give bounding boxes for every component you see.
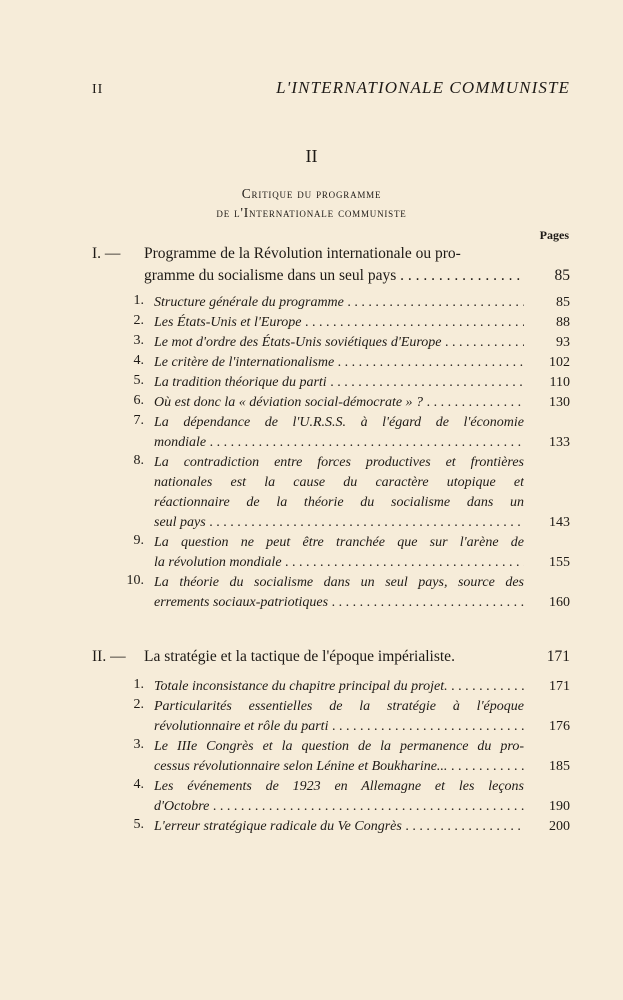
entry-title-line: d'Octobre . . . [154,797,524,817]
toc-entry[interactable] [133,313,570,333]
toc-entry[interactable] [133,293,570,313]
entry-title-line: La théorie du socialisme dans un seul pays, source des [154,575,524,590]
entry-page: 143 [549,515,570,530]
entry-number: 3. [133,737,144,752]
pages-column-label: Pages [539,228,569,242]
entry-title-line: La tradition théorique du parti . . . [154,373,524,393]
part-heading-2 [92,646,570,668]
toc-entries-part-1 [126,293,570,613]
entry-title-line: Structure générale du programme . . . [154,293,524,313]
part-page: 85 [554,267,570,284]
entry-title-line: Le mot d'ordre des États-Unis soviétiques d'Europe . . . [154,333,524,353]
entry-page: 185 [549,759,570,774]
entry-title-line: seul pays . . . [154,513,524,533]
entry-title-line: Totale inconsistance du chapitre principal du projet. . . . [154,677,524,697]
entry-number: 6. [133,393,144,408]
entry-number: 8. [133,453,144,468]
entry-title-line: nationales est la cause du caractère utopique et [154,475,524,490]
toc-entry[interactable] [133,777,570,817]
entry-page: 93 [556,335,570,350]
toc-entry[interactable] [133,353,570,373]
entry-page: 160 [549,595,570,610]
entry-number: 1. [133,293,144,308]
entry-number: 3. [133,333,144,348]
part-title-line: Programme de la Révolution internationale ou pro- [144,245,461,262]
toc-entry[interactable] [133,697,570,737]
toc-entry[interactable] [133,373,570,393]
section-title-line-2: de l'Internationale communiste [216,205,407,220]
toc-entry[interactable] [133,453,570,533]
toc-entry[interactable] [133,817,570,837]
toc-entry[interactable] [126,573,570,613]
entry-number: 9. [133,533,144,548]
part-heading-1 [92,243,570,287]
entry-title-line: réactionnaire de la théorie du socialisme dans un [154,495,524,510]
entry-number: 10. [126,573,144,588]
entry-title-line: la révolution mondiale . . . [154,553,524,573]
entry-page: 171 [549,679,570,694]
entry-page: 133 [549,435,570,450]
section-number: II [305,146,318,166]
entry-number: 5. [133,817,144,832]
entry-number: 7. [133,413,144,428]
toc-entry[interactable] [133,393,570,413]
part-number: II. — [92,648,126,665]
entry-number: 1. [133,677,144,692]
section-title-line-1: Critique du programme [241,186,382,201]
toc-entry[interactable] [133,333,570,353]
toc-entry[interactable] [133,533,570,573]
entry-title-line: La question ne peut être tranchée que sur l'arène de [154,535,524,550]
entry-number: 5. [133,373,144,388]
entry-title-line: Le critère de l'internationalisme . . . [154,353,524,373]
entry-title-line: La contradiction entre forces productives et frontières [154,455,524,470]
entry-page: 110 [549,375,570,390]
entry-page: 130 [549,395,570,410]
entry-title-line: révolutionnaire et rôle du parti . . . [154,717,524,737]
entry-title-line: errements sociaux-patriotiques . . . [154,593,524,613]
entry-title-line: mondiale . . . [154,433,524,453]
toc-entry[interactable] [133,677,570,697]
part-title-line: gramme du socialisme dans un seul pays . . . [144,265,524,287]
entry-page: 190 [549,799,570,814]
entry-page: 88 [556,315,570,330]
entry-page: 155 [549,555,570,570]
part-title-line: La stratégie et la tactique de l'époque impérialiste. [144,648,455,665]
entry-page: 102 [549,355,570,370]
part-number: I. — [92,245,121,262]
entry-number: 2. [133,313,144,328]
entry-title-line: La dépendance de l'U.R.S.S. à l'égard de l'économie [154,415,524,430]
toc-entry[interactable] [133,737,570,777]
entry-page: 85 [556,295,570,310]
running-title: L'INTERNATIONALE COMMUNISTE [276,78,570,97]
entry-number: 4. [133,353,144,368]
entry-title-line: Les États-Unis et l'Europe . . . [154,313,524,333]
entry-title-line: L'erreur stratégique radicale du Ve Congrès . . . [154,817,524,837]
toc-entries-part-2 [133,677,570,837]
entry-page: 176 [549,719,570,734]
entry-title-line: cessus révolutionnaire selon Lénine et Boukharine... . . . [154,757,524,777]
entry-page: 200 [549,819,570,834]
entry-title-line: Où est donc la « déviation social-démocrate » ? . . . [154,393,524,413]
entry-number: 4. [133,777,144,792]
entry-title-line: Le IIIe Congrès et la question de la permanence du pro- [154,739,524,754]
toc-entry[interactable] [133,413,570,453]
entry-number: 2. [133,697,144,712]
running-head [92,78,570,100]
entry-title-line: Particularités essentielles de la stratégie à l'époque [154,699,524,714]
entry-title-line: Les événements de 1923 en Allemagne et les leçons [154,779,524,794]
part-page: 171 [546,648,570,665]
page-number: II [92,82,104,97]
